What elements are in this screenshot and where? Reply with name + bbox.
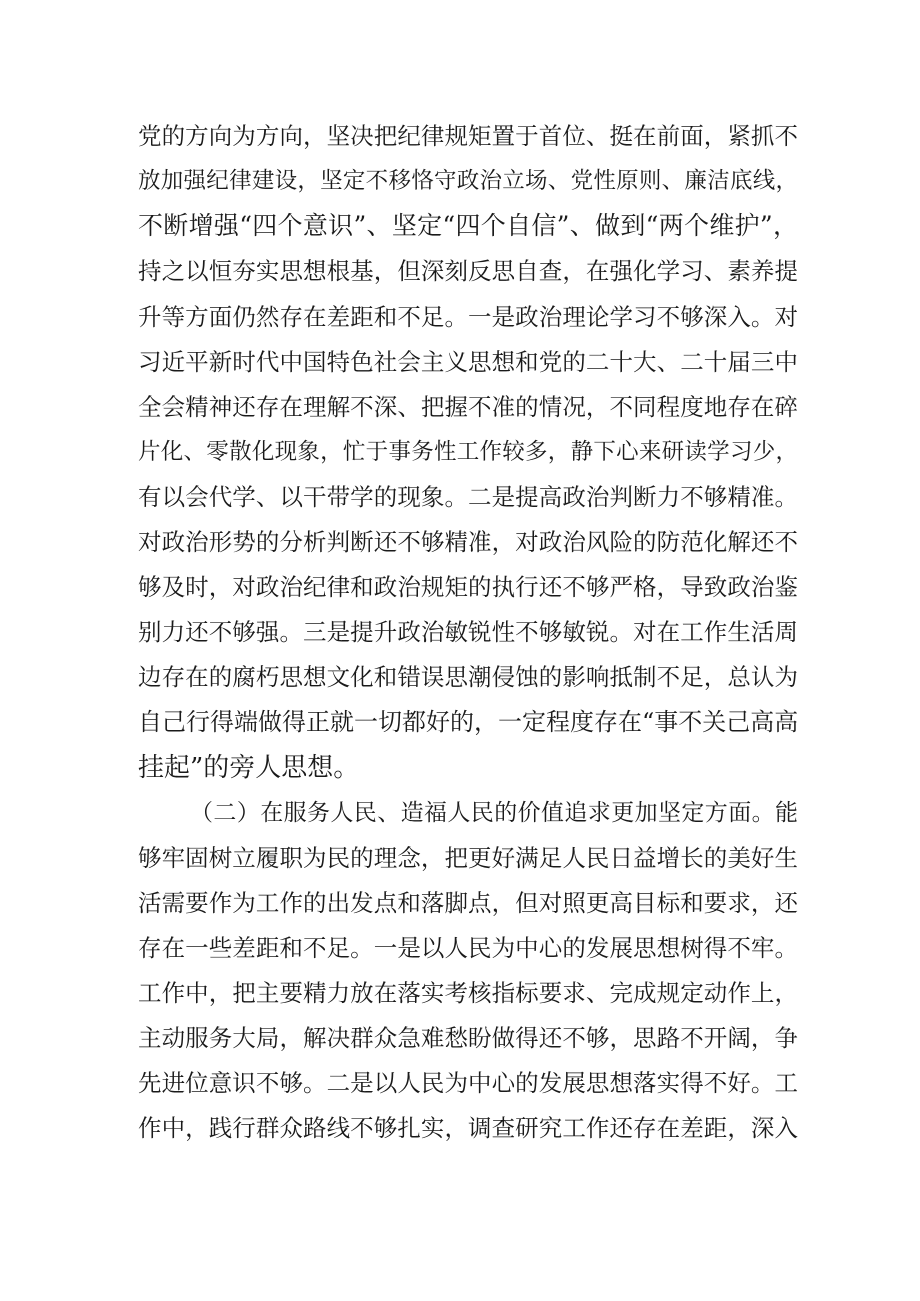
text-line: 边存在的腐朽思想文化和错误思潮侵蚀的影响抵制不足，总认为 <box>138 663 798 691</box>
text-line: 有以会代学、以干带学的现象。二是提高政治判断力不够精准。 <box>138 483 798 511</box>
text-line: 升等方面仍然存在差距和不足。一是政治理论学习不够深入。对 <box>138 303 798 331</box>
text-line: 主动服务大局，解决群众急难愁盼做得还不够，思路不开阔，争 <box>138 1024 798 1052</box>
text-line: 作中，践行群众路线不够扎实，调查研究工作还存在差距，深入 <box>138 1114 798 1142</box>
text-line: 放加强纪律建设，坚定不移恪守政治立场、党性原则、廉洁底线， <box>138 168 798 194</box>
text-line: 片化、零散化现象，忙于事务性工作较多，静下心来研读学习少， <box>138 439 798 465</box>
text-line: 够牢固树立履职为民的理念，把更好满足人民日益增长的美好生 <box>138 844 798 872</box>
text-line: 存在一些差距和不足。一是以人民为中心的发展思想树得不牢。 <box>138 934 798 962</box>
text-line: 别力还不够强。三是提升政治敏锐性不够敏锐。对在工作生活周 <box>138 618 798 646</box>
text-line: 对政治形势的分析判断还不够精准，对政治风险的防范化解还不 <box>138 528 798 556</box>
section-heading-line: （二）在服务人民、造福人民的价值追求更加坚定方面。能 <box>190 800 798 826</box>
text-line: 党的方向为方向，坚决把纪律规矩置于首位、挺在前面，紧抓不 <box>138 122 798 150</box>
text-line: 先进位意识不够。二是以人民为中心的发展思想落实得不好。工 <box>138 1069 798 1097</box>
text-line: 持之以恒夯实思想根基，但深刻反思自查，在强化学习、素养提 <box>138 257 798 285</box>
paragraph-end-line: 挂起”的旁人思想。 <box>138 753 360 783</box>
text-line: 活需要作为工作的出发点和落脚点，但对照更高目标和要求，还 <box>138 889 798 917</box>
text-line: 不断增强“四个意识”、坚定“四个自信”、做到“两个维护”， <box>138 211 798 240</box>
text-line: 习近平新时代中国特色社会主义思想和党的二十大、二十届三中 <box>138 348 798 376</box>
text-line: 自己行得端做得正就一切都好的，一定程度存在“事不关己高高 <box>138 708 799 736</box>
text-line: 全会精神还存在理解不深、把握不准的情况，不同程度地存在碎 <box>138 393 798 421</box>
text-line: 够及时，对政治纪律和政治规矩的执行还不够严格，导致政治鉴 <box>138 573 798 601</box>
text-line: 工作中，把主要精力放在落实考核指标要求、完成规定动作上， <box>138 979 798 1007</box>
